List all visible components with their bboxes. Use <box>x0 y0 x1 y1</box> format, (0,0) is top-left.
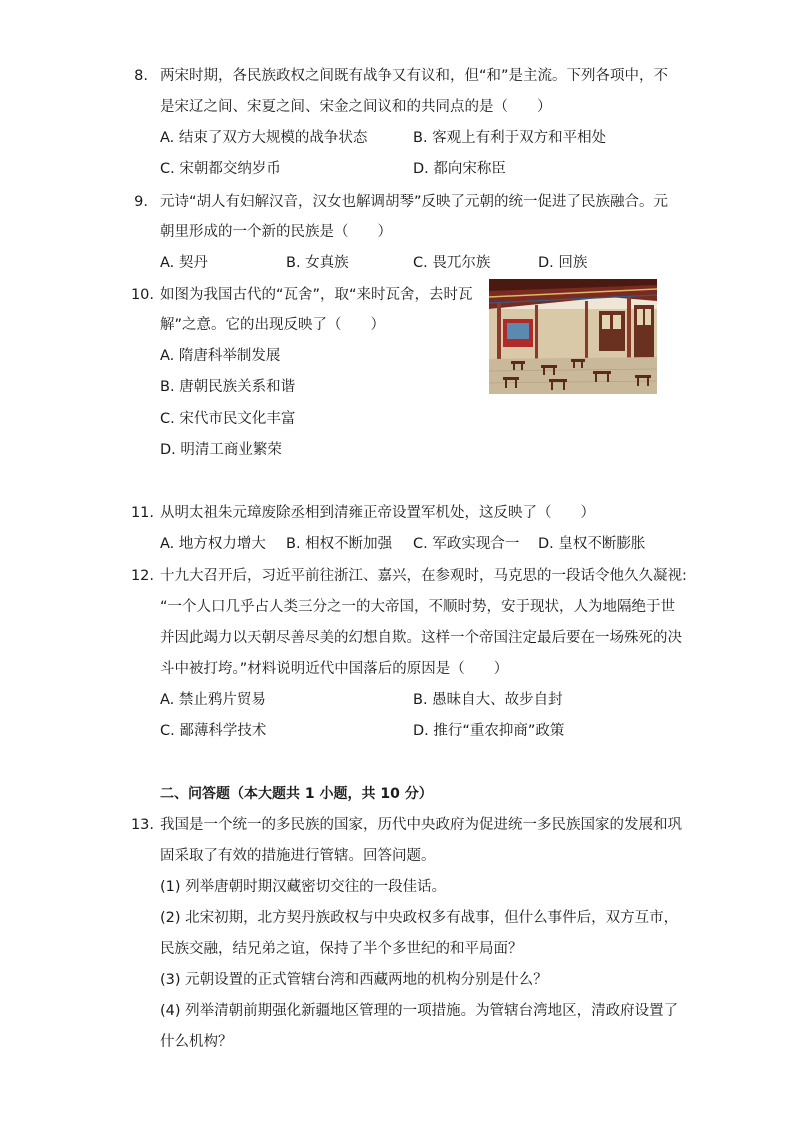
q12-stem-line2: “一个人口几乎占人类三分之一的大帝国，不顺时势，安于现状，人为地隔绝于世 <box>160 599 676 615</box>
q10-option-a[interactable]: A. 隋唐科举制发展 <box>160 348 281 364</box>
q9-stem-line1: 元诗“胡人有妇解汉音，汉女也解调胡琴”反映了元朝的统一促进了民族融合。元 <box>160 194 669 210</box>
q9-option-b[interactable]: B. 女真族 <box>286 255 349 271</box>
q12-stem-line4: 斗中被打垮。”材料说明近代中国落后的原因是（ ） <box>160 661 509 677</box>
q13-part2-line1: (2) 北宋初期，北方契丹族政权与中央政权多有战事，但什么事件后，双方互市， <box>160 910 679 926</box>
q8-number: 8. <box>134 68 148 84</box>
q12-option-b[interactable]: B. 愚昧自大、故步自封 <box>413 692 563 708</box>
q8-stem-line1: 两宋时期，各民族政权之间既有战争又有议和，但“和”是主流。下列各项中，不 <box>160 68 669 84</box>
q10-number: 10. <box>130 287 154 303</box>
q8-option-c[interactable]: C. 宋朝都交纳岁币 <box>160 161 281 177</box>
q12-number: 12. <box>130 568 154 584</box>
q10-option-b[interactable]: B. 唐朝民族关系和谐 <box>160 379 296 395</box>
q12-option-a[interactable]: A. 禁止鸦片贸易 <box>160 692 266 708</box>
q13-part4-line1: (4) 列举清朝前期强化新疆地区管理的一项措施。为管辖台湾地区，清政府设置了 <box>160 1003 679 1019</box>
q11-option-b[interactable]: B. 相权不断加强 <box>286 536 393 552</box>
q12-option-c[interactable]: C. 鄙薄科学技术 <box>160 723 267 739</box>
washe-illustration <box>489 279 657 394</box>
q10-stem-line2: 解”之意。它的出现反映了（ ） <box>160 317 386 333</box>
q12-option-d[interactable]: D. 推行“重农抑商”政策 <box>413 723 565 739</box>
q10-stem-line1: 如图为我国古代的“瓦舍”，取“来时瓦舍，去时瓦 <box>160 287 473 303</box>
q13-part1: (1) 列举唐朝时期汉藏密切交往的一段佳话。 <box>160 879 447 895</box>
pillar <box>535 305 538 365</box>
q13-part4-line2: 什么机构？ <box>160 1034 233 1050</box>
q13-part3: (3) 元朝设置的正式管辖台湾和西藏两地的机构分别是什么？ <box>160 972 548 988</box>
q12-stem-line1: 十九大召开后，习近平前往浙江、嘉兴，在参观时，马克思的一段话令他久久凝视: <box>160 568 687 584</box>
q10-option-d[interactable]: D. 明清工商业繁荣 <box>160 442 282 458</box>
q13-stem-line2: 固采取了有效的措施进行管辖。回答问题。 <box>160 848 436 864</box>
q11-option-c[interactable]: C. 军政实现合一 <box>413 536 520 552</box>
q13-part2-line2: 民族交融，结兄弟之谊，保持了半个多世纪的和平局面？ <box>160 941 523 957</box>
q12-stem-line3: 并因此竭力以天朝尽善尽美的幻想自欺。这样一个帝国注定最后要在一场殊死的决 <box>160 630 682 646</box>
q8-option-a[interactable]: A. 结束了双方大规模的战争状态 <box>160 130 368 146</box>
q9-stem-line2: 朝里形成的一个新的民族是（ ） <box>160 224 392 240</box>
q8-option-d[interactable]: D. 都向宋称臣 <box>413 161 506 177</box>
q9-number: 9. <box>134 194 148 210</box>
q8-stem-line2: 是宋辽之间、宋夏之间、宋金之间议和的共同点的是（ ） <box>160 99 552 115</box>
q9-option-a[interactable]: A. 契丹 <box>160 255 208 271</box>
q10-option-c[interactable]: C. 宋代市民文化丰富 <box>160 411 296 427</box>
q11-stem-line1: 从明太祖朱元璋废除丞相到清雍正帝设置军机处，这反映了（ ） <box>160 505 595 521</box>
q11-number: 11. <box>130 505 154 521</box>
pillar <box>585 301 588 361</box>
q13-stem-line1: 我国是一个统一的多民族的国家，历代中央政府为促进统一多民族国家的发展和巩 <box>160 817 682 833</box>
q11-option-a[interactable]: A. 地方权力增大 <box>160 536 266 552</box>
q8-option-b[interactable]: B. 客观上有利于双方和平相处 <box>413 130 607 146</box>
q13-number: 13. <box>130 817 154 833</box>
q11-option-d[interactable]: D. 皇权不断膨胀 <box>538 536 646 552</box>
section-heading: 二、问答题（本大题共 1 小题，共 10 分） <box>160 786 433 802</box>
q9-option-d[interactable]: D. 回族 <box>538 255 588 271</box>
q9-option-c[interactable]: C. 畏兀尔族 <box>413 255 491 271</box>
